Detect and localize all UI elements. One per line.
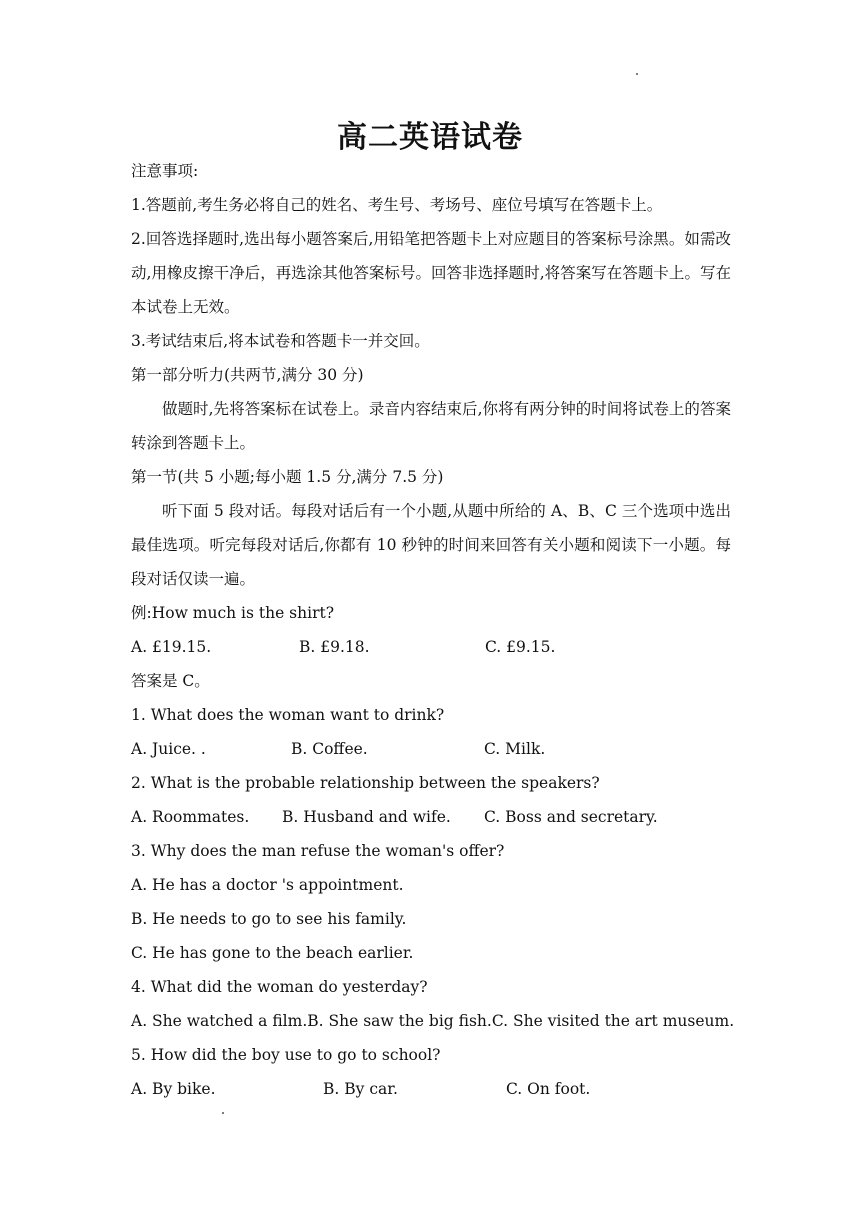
notice-item-3: 3.考试结束后,将本试卷和答题卡一并交回。 [131, 332, 430, 350]
section1-instruction: 听下面 5 段对话。每段对话后有一个小题,从题中所给的 A、B、C 三个选项中选出最佳选项。听完每段对话后,你都有 10 秒钟的时间来回答有关小题和阅读下一小题。每段对话仅读一遍。 [131, 502, 731, 588]
option-c: C. £9.15. [485, 638, 556, 656]
option-b: B. £9.18. [299, 638, 370, 656]
option-b: B. He needs to go to see his family. [131, 910, 407, 928]
notice-item-2: 2.回答选择题时,选出每小题答案后,用铅笔把答题卡上对应题目的答案标号涂黑。如需改动,用橡皮擦干净后，再选涂其他答案标号。回答非选择题时,将答案写在答题卡上。写在本试卷上无效。 [131, 230, 731, 316]
scan-speck [222, 1112, 224, 1114]
exam-content [131, 154, 735, 1106]
part1-heading: 第一部分听力(共两节,满分 30 分) [131, 366, 364, 384]
option-c: C. Boss and secretary. [484, 808, 658, 826]
question-1-options [131, 732, 731, 766]
example-answer: 答案是 C。 [131, 672, 210, 690]
part1-instruction: 做题时,先将答案标在试卷上。录音内容结束后,你将有两分钟的时间将试卷上的答案转涂到答题卡上。 [131, 400, 731, 452]
example-question: 例:How much is the shirt? [131, 604, 335, 622]
question-5: 5. How did the boy use to go to school? [131, 1046, 441, 1064]
option-a: A. Roommates. [131, 808, 250, 826]
question-2-options [131, 800, 731, 834]
option-a: A. Juice. . [131, 740, 206, 758]
page-title: 高二英语试卷 [337, 120, 523, 155]
option-a: A. She watched a film. [131, 1012, 308, 1030]
question-5-options [131, 1072, 731, 1106]
question-3: 3. Why does the man refuse the woman's offer? [131, 842, 505, 860]
option-a: A. £19.15. [131, 638, 212, 656]
scan-speck [636, 73, 638, 75]
option-b: B. Coffee. [291, 740, 368, 758]
notice-item-1: 1.答题前,考生务必将自己的姓名、考生号、考场号、座位号填写在答题卡上。 [131, 196, 663, 214]
option-b: B. She saw the big fish. [307, 1012, 492, 1030]
question-1: 1. What does the woman want to drink? [131, 706, 445, 724]
question-4: 4. What did the woman do yesterday? [131, 978, 428, 996]
option-a: A. He has a doctor 's appointment. [131, 876, 404, 894]
option-b: B. By car. [323, 1080, 398, 1098]
notice-heading: 注意事项: [131, 162, 199, 180]
option-c: C. Milk. [484, 740, 546, 758]
question-4-options [131, 1004, 735, 1038]
section1-heading: 第一节(共 5 小题;每小题 1.5 分,满分 7.5 分) [131, 468, 444, 486]
option-b: B. Husband and wife. [282, 808, 451, 826]
question-2: 2. What is the probable relationship between the speakers? [131, 774, 600, 792]
example-options [131, 630, 731, 664]
option-c: C. On foot. [506, 1080, 591, 1098]
option-a: A. By bike. [131, 1080, 216, 1098]
option-c: C. She visited the art museum. [491, 1012, 735, 1030]
option-c: C. He has gone to the beach earlier. [131, 944, 414, 962]
